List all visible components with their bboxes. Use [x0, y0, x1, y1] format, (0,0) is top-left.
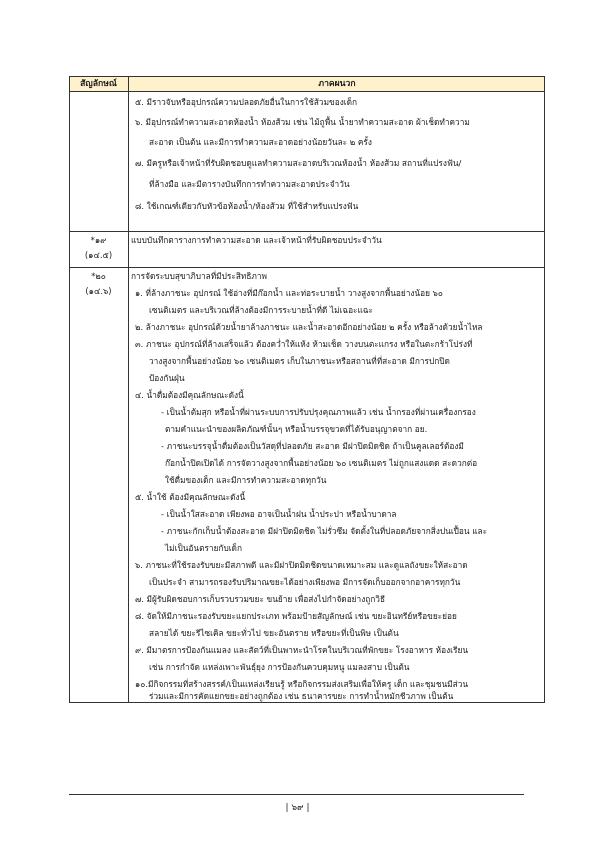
row20-line: ๘. จัดให้มีภาชนะรองรับขยะแยกประเภท พร้อมป้ายสัญลักษณ์ เช่น ขยะอินทรีย์หรือขยะย่อย	[135, 611, 457, 621]
header-divider	[69, 91, 545, 92]
row20-line: ๓. ภาชนะ อุปกรณ์ที่ล้างเสร็จแล้ว ต้องคว่ำให้แห้ง ห้ามเช็ด วางบนตะแกรง หรือในตะกร้าโปร่งที่	[135, 339, 473, 349]
appendix-table	[69, 76, 545, 703]
header-code-column: สัญลักษณ์	[80, 79, 117, 89]
row20-line: ไม่เป็นอันตรายกับเด็ก	[165, 543, 242, 553]
row20-line: เช่น การกำจัด แหล่งเพาะพันธุ์ยุง การป้องกันควบคุมหนู แมลงสาบ เป็นต้น	[149, 662, 410, 672]
row20-line: ๙. มีมาตรการป้องกันแมลง และสัตว์ที่เป็นพาหะนำโรคในบริเวณที่พักขยะ โรงอาหาร ห้องเรียน	[135, 645, 468, 655]
row20-line: เป็นประจำ สามารถรองรับปริมาณขยะได้อย่างเพียงพอ มีการจัดเก็บออกจากอาคารทุกวัน	[149, 577, 461, 587]
row20-line: สลายได้ ขยะรีไซเคิล ขยะทั่วไป ขยะอันตราย หรือขยะที่เป็นพิษ เป็นต้น	[149, 628, 399, 638]
row20-line: - ภาชนะกักเก็บน้ำต้องสะอาด มีฝาปิดมิดชิด ไม่รั่วซึม จัดตั้งในที่ปลอดภัยจากสิ่งปนเปื้อน และ	[161, 526, 488, 536]
row20-line: ๑๐.มีกิจกรรมที่สร้างสรรค์/เป็นแหล่งเรียนรู้ หรือกิจกรรมส่งเสริมเพื่อให้ครู เด็ก และชุมชนมีส่วน	[135, 679, 469, 689]
section1-line: ๗. มีครูหรือเจ้าหน้าที่รับผิดชอบดูแลทำความสะอาดบริเวณห้องน้ำ ห้องส้วม สถานที่แปรงฟัน/	[135, 158, 462, 168]
row20-line: ๕. น้ำใช้ ต้องมีคุณลักษณะดังนี้	[135, 492, 246, 502]
section1-line: ๖. มีอุปกรณ์ทำความสะอาดห้องน้ำ ห้องส้วม เช่น ไม้ถูพื้น น้ำยาทำความสะอาด ผ้าเช็ดทำความ	[135, 117, 470, 127]
row20-code: *๒๐	[91, 271, 106, 281]
row19-code: *๑๙	[90, 235, 107, 245]
row20-line: ตามคำแนะนำของผลิตภัณฑ์นั้นๆ หรือน้ำบรรจุขวดที่ได้รับอนุญาตจาก อย.	[165, 424, 428, 434]
row20-line: ใช้ดื่มของเด็ก และมีการทำความสะอาดทุกวัน	[165, 475, 327, 485]
row20-line: ๑. ที่ล้างภาชนะ อุปกรณ์ ใช้อ่างที่มีก๊อกน้ำ และท่อระบายน้ำ วางสูงจากพื้นอย่างน้อย ๖๐	[135, 288, 443, 298]
row20-line: - ภาชนะบรรจุน้ำดื่มต้องเป็นวัสดุที่ปลอดภัย สะอาด มีฝาปิดมิดชิด ถ้าเป็นคูลเลอร์ต้องมี	[161, 441, 464, 451]
row20-line: ก๊อกน้ำปิดเปิดได้ การจัดวางสูงจากพื้นอย่างน้อย ๖๐ เซนติเมตร ไม่ถูกแสงแดด สะดวกต่อ	[165, 458, 478, 468]
row20-line: ป้องกันฝุ่น	[149, 373, 185, 383]
footer-rule	[69, 794, 524, 795]
row20-line: ๒. ล้างภาชนะ อุปกรณ์ด้วยน้ำยาล้างภาชนะ และน้ำสะอาดอีกอย่างน้อย ๒ ครั้ง หรือล้างด้วยน้ำไหล	[135, 322, 483, 332]
row-divider-1	[69, 231, 545, 232]
row19-subcode: (๑๔.๕)	[84, 250, 113, 260]
row20-line: ๗. มีผู้รับผิดชอบการเก็บรวบรวมขยะ ขนย้าย เพื่อส่งไปกำจัดอย่างถูกวิธี	[135, 594, 386, 604]
row20-line: การจัดระบบสุขาภิบาลที่มีประสิทธิภาพ	[131, 271, 268, 281]
row19-description: แบบบันทึกตารางการทำความสะอาด และเจ้าหน้าที่รับผิดชอบประจำวัน	[131, 235, 382, 245]
row20-line: เซนติเมตร และบริเวณที่ล้างต้องมีการระบายน้ำที่ดี ไม่เฉอะแฉะ	[149, 305, 373, 315]
row20-line: ๔. น้ำดื่มต้องมีคุณลักษณะดังนี้	[135, 390, 244, 400]
row-divider-2	[69, 267, 545, 268]
row20-line: วางสูงจากพื้นอย่างน้อย ๖๐ เซนติเมตร เก็บในภาชนะหรือสถานที่ที่สะอาด มีการปกปิด	[149, 356, 450, 366]
section1-line: ๘. ใช้เกณฑ์เดียวกับหัวข้อห้องน้ำ/ห้องส้วม ที่ใช้สำหรับแปรงฟัน	[135, 201, 359, 211]
page-number: | ๖๙ |	[285, 803, 310, 813]
row20-line: ๖. ภาชนะที่ใช้รองรับขยะมีสภาพดี และมีฝาปิดมิดชิดขนาดเหมาะสม และดูแลถังขยะให้สะอาด	[135, 560, 468, 570]
section1-line: ที่ล้างมือ และมีตารางบันทึกการทำความสะอาดประจำวัน	[149, 179, 350, 189]
section1-line: ๕. มีราวจับหรืออุปกรณ์ความปลอดภัยอื่นในการใช้ส้วมของเด็ก	[135, 97, 357, 107]
header-description-column: ภาคผนวก	[318, 79, 356, 89]
section1-line: สะอาด เป็นต้น และมีการทำความสะอาดอย่างน้อยวันละ ๒ ครั้ง	[149, 137, 372, 147]
column-divider	[128, 76, 129, 703]
row20-subcode: (๑๔.๖)	[85, 286, 112, 296]
row20-line: ร่วมและมีการคัดแยกขยะอย่างถูกต้อง เช่น ธนาคารขยะ การทำน้ำหมักชีวภาพ เป็นต้น	[149, 691, 454, 701]
row20-line: - เป็นน้ำต้มสุก หรือน้ำที่ผ่านระบบการปรับปรุงคุณภาพแล้ว เช่น น้ำกรองที่ผ่านเครื่องกรอง	[161, 407, 476, 417]
row20-line: - เป็นน้ำใสสะอาด เพียงพอ อาจเป็นน้ำฝน น้ำประปา หรือน้ำบาดาล	[161, 509, 397, 519]
